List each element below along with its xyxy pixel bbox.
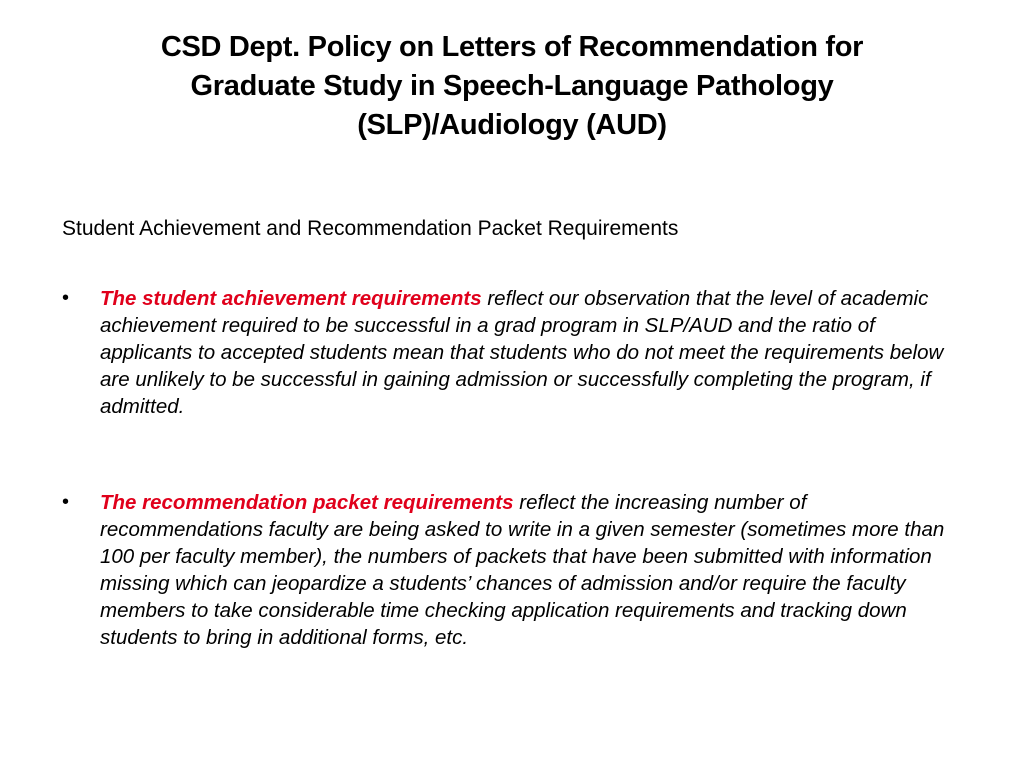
bullet-icon: • xyxy=(62,491,70,513)
bullet-text: reflect the increasing number of recommendations faculty are being asked to write in a given semester (sometimes more than 100 per faculty member), the numbers of packets that have been submitted with information missing which can jeopardize a students’ chances of admission and/or require the faculty members to take considerable time checking application requirements and tracking down students to bring in additional forms, etc. xyxy=(100,491,945,649)
bullet-highlight: The student achievement requirements xyxy=(100,287,482,310)
bullet-text: reflect our observation that the level of academic achievement required to be successful in a grad program in SLP/AUD and the ratio of applicants to accepted students mean that students who do not meet the requirements below are unlikely to be successful in gaining admission or successfully completing the program, if admitted. xyxy=(100,287,944,418)
bullet-list-2 xyxy=(62,489,962,651)
bullet-highlight: The recommendation packet requirements xyxy=(100,491,514,514)
bullet-item-achievement xyxy=(62,285,962,420)
slide-title xyxy=(60,28,964,145)
bullet-icon: • xyxy=(62,287,70,309)
bullet-item-packet xyxy=(62,489,962,651)
title-line-1: CSD Dept. Policy on Letters of Recommendation for xyxy=(160,31,864,63)
title-line-3: (SLP)/Audiology (AUD) xyxy=(357,109,667,141)
title-line-2: Graduate Study in Speech-Language Pathology xyxy=(190,70,834,102)
subheading: Student Achievement and Recommendation Packet Requirements xyxy=(62,217,679,240)
bullet-list-1 xyxy=(62,285,962,420)
